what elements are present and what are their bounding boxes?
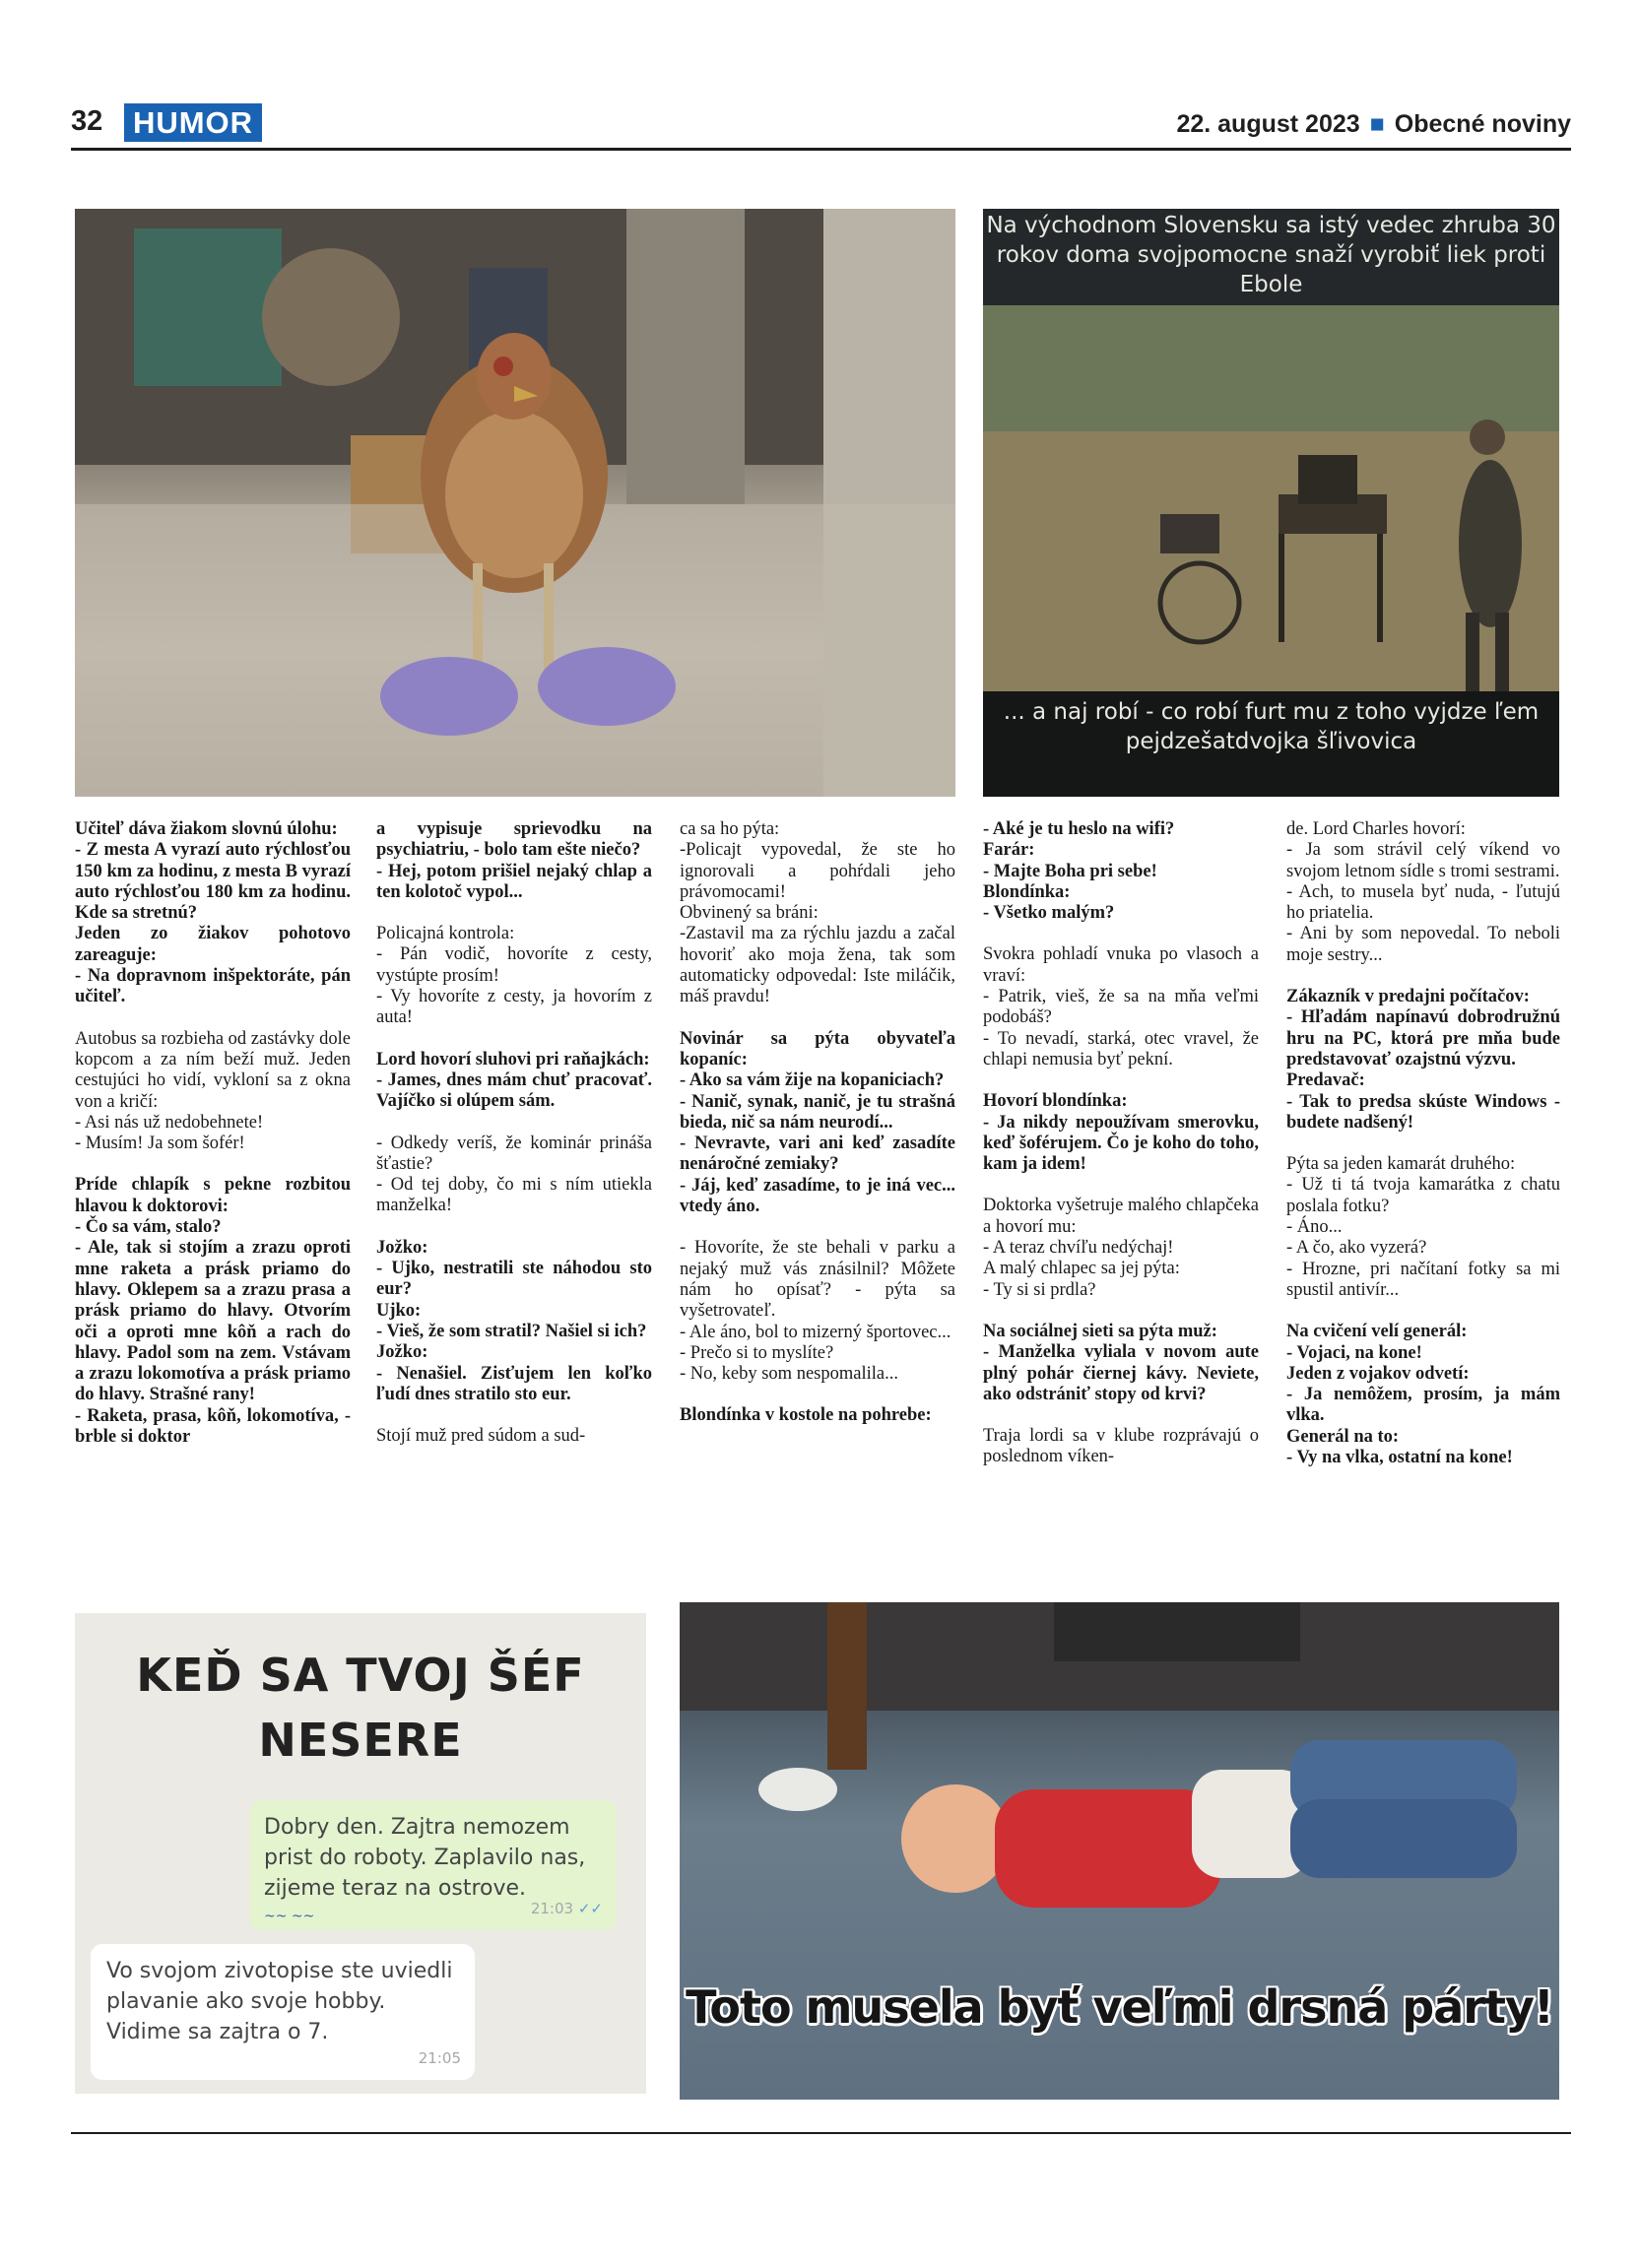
joke-line: - Ako sa vám žije na kopaniciach? [680,1070,945,1091]
joke-line: Farár: [983,840,1035,861]
chat-message-sent-time: 21:03 ✓✓ [530,1900,603,1917]
joke-line: - Ja nikdy nepoužívam smerovku, keď šoférujem. Čo je koho do toho, kam ja idem! [983,1112,1259,1175]
joke-line: - Nenašiel. Zisťujem len koľko ľudí dnes stratilo sto eur. [376,1363,652,1404]
scientist-meme [983,209,1559,797]
joke-line: - Na dopravnom inšpektoráte, pán učiteľ. [75,966,351,1007]
joke-line: - Aké je tu heslo na wifi? [983,819,1175,839]
joke-column-5 [1286,819,1560,1489]
chicken-illustration [75,209,955,797]
joke-line: Pýta sa jeden kamarát druhého: [1286,1154,1516,1175]
chicken-photo [75,209,955,797]
joke-line: Svokra pohladí vnuka po vlasoch a vraví: [983,944,1259,986]
joke-line: - Ja som strávil celý víkend vo svojom letnom sídle s tromi sestrami. [1286,840,1560,881]
joke-line: de. Lord Charles hovorí: [1286,819,1466,839]
joke-line: - Tak to predsa skúste Windows - budete nadšený! [1286,1091,1560,1133]
joke-line: Jožko: [376,1342,428,1363]
joke-line: -Zastavil ma za rýchlu jazdu a začal hovoriť ako moja žena, tak som automaticky odpovedal: Iste miláčik, máš pravdu! [680,924,955,1007]
joke-line: - Vojaci, na kone! [1286,1342,1422,1363]
joke-line: Blondínka: [983,881,1071,902]
bullet-icon: ■ [1369,110,1385,138]
joke-line: - Majte Boha pri sebe! [983,861,1157,881]
joke-line: - Asi nás už nedobehnete! [75,1112,264,1133]
joke-line: - Ani by som nepovedal. To neboli moje sestry... [1286,924,1560,965]
joke-line: - Nevravte, vari ani keď zasadíte nenáročné zemiaky? [680,1134,955,1175]
joke-line: ca sa ho pýta: [680,819,780,839]
page-number: 32 [71,105,103,137]
party-meme [680,1602,1559,2100]
joke-line: Lord hovorí sluhovi pri raňajkách: [376,1049,650,1069]
joke-line: - Vieš, že som stratil? Našiel si ich? [376,1321,647,1341]
joke-line: - Ujko, nestratili ste náhodou sto eur? [376,1259,652,1300]
joke-line: - Vy hovoríte z cesty, ja hovorím z auta! [376,987,652,1028]
joke-line: - Čo sa vám, stalo? [75,1217,222,1238]
joke-line: Jožko: [376,1237,428,1258]
joke-line: - Ach, to musela byť nuda, - ľutujú ho priatelia. [1286,881,1560,924]
joke-line: Doktorka vyšetruje malého chlapčeka a hovorí mu: [983,1196,1259,1237]
joke-column-4 [983,819,1259,1489]
double-check-icon: ✓✓ [577,1900,603,1917]
joke-line: Príde chlapík s pekne rozbitou hlavou k doktorovi: [75,1175,351,1216]
joke-line: Jeden z vojakov odvetí: [1286,1363,1470,1384]
party-meme-caption: Toto musela byť veľmi drsná párty! [686,1980,1553,2034]
scientist-meme-bottom-caption: ... a naj robí - co robí furt mu z toho vyjdze ľem pejdzešatdvojka šľivovica [983,691,1559,797]
joke-line: Autobus sa rozbieha od zastávky dole kopcom a za ním beží muž. Jeden cestujúci ho vidí, vykloní sa z okna von a kričí: [75,1028,351,1112]
joke-line: Predavač: [1286,1070,1365,1091]
joke-line: Stojí muž pred súdom a sud- [376,1426,586,1447]
joke-line: - Prečo si to myslíte? [680,1342,834,1363]
footer-rule [71,2132,1571,2134]
joke-line: Jeden zo žiakov pohotovo zareaguje: [75,924,351,965]
joke-line: - Odkedy veríš, že kominár prináša šťastie? [376,1133,652,1174]
joke-line: Traja lordi sa v klube rozprávajú o poslednom víken- [983,1426,1259,1467]
joke-line: - Hrozne, pri načítaní fotky sa mi spustil antivír... [1286,1259,1560,1300]
joke-line: Generál na to: [1286,1426,1400,1447]
publication-name: Obecné noviny [1394,110,1571,138]
joke-line: - A teraz chvíľu nedýchaj! [983,1238,1174,1259]
chat-message-received-time: 21:05 [418,2049,461,2067]
joke-line: - No, keby som nespomalila... [680,1364,898,1385]
joke-column-2 [376,819,652,1467]
signature-scribble: ~~ ~~ [264,1909,315,1924]
chat-meme [75,1613,646,2094]
joke-line: - Pán vodič, hovoríte z cesty, vystúpte prosím! [376,944,652,986]
joke-line: - Nanič, synak, nanič, je tu strašná bieda, nič sa nám neurodí... [680,1091,955,1133]
joke-line: Obvinený sa bráni: [680,903,819,924]
joke-line: Na sociálnej sieti sa pýta muž: [983,1321,1217,1341]
joke-line: - Manželka vyliala v novom aute plný pohár čiernej kávy. Neviete, ako odstrániť stopy od krvi? [983,1342,1259,1404]
scientist-meme-top-caption: Na východnom Slovensku sa istý vedec zhruba 30 rokov doma svojpomocne snaží vyrobiť liek proti Ebole [983,209,1559,305]
header-dateline [1176,110,1571,139]
chat-message-received-text: Vo svojom zivotopise ste uviedli plavanie ako svoje hobby. Vidime sa zajtra o 7. [106,1959,453,2044]
joke-line: Zákazník v predajni počítačov: [1286,987,1530,1007]
joke-line: - Z mesta A vyrazí auto rýchlosťou 150 km za hodinu, z mesta B vyrazí auto rýchlosťou 180 km za hodinu. Kde sa stretnú? [75,840,351,924]
joke-line: -Policajt vypovedal, že ste ho ignorovali a pohŕdali jeho právomocami! [680,840,955,902]
joke-line: - Vy na vlka, ostatní na kone! [1286,1448,1513,1468]
joke-line: - Ale, tak si stojím a zrazu oproti mne raketa a prásk priamo do hlavy. Oklepem sa a zrazu prasa a prásk priamo do hlavy. Otvorím oči a oproti mne kôň a rach do hlavy. Padol som na zem. Vstávam a zrazu lokomotíva a prásk priamo do hlavy. Strašné rany! [75,1238,351,1405]
joke-line: - Ty si si prdla? [983,1279,1096,1300]
joke-line: Na cvičení velí generál: [1286,1322,1468,1342]
joke-line: - Hej, potom prišiel nejaký chlap a ten kolotoč vypol... [376,861,652,902]
chat-message-sent [250,1800,617,1930]
joke-column-3 [680,819,955,1448]
joke-line: - James, dnes mám chuť pracovať. Vajíčko si olúpem sám. [376,1069,652,1112]
joke-line: - A čo, ako vyzerá? [1286,1238,1427,1259]
joke-line: - Ja nemôžem, prosím, ja mám vlka. [1286,1385,1560,1426]
joke-column-1 [75,819,351,1468]
header-rule [71,148,1571,151]
section-label: HUMOR [124,103,262,142]
joke-line: - Áno... [1286,1217,1343,1238]
joke-line: a vypisuje sprievodku na psychiatriu, - bolo tam ešte niečo? [376,819,652,861]
chat-message-received [91,1944,475,2080]
joke-line: - Raketa, prasa, kôň, lokomotíva, - brble si doktor [75,1405,351,1448]
joke-line: - Od tej doby, čo mi s ním utiekla manželka! [376,1175,652,1216]
joke-line: Novinár sa pýta obyvateľa kopaníc: [680,1028,955,1069]
joke-line: - Patrik, vieš, že sa na mňa veľmi podobáš? [983,987,1259,1028]
joke-line: - Hľadám napínavú dobrodružnú hru na PC, ktorá pre mňa bude predstavovať ozajstnú výzvu. [1286,1007,1560,1069]
joke-line: Hovorí blondínka: [983,1091,1128,1112]
joke-line: - To nevadí, starká, otec vravel, že chlapi nemusia byť pekní. [983,1028,1259,1069]
joke-line: Policajná kontrola: [376,924,515,944]
joke-line: A malý chlapec sa jej pýta: [983,1259,1180,1279]
joke-line: - Musím! Ja som šofér! [75,1134,245,1154]
joke-line: - Už ti tá tvoja kamarátka z chatu poslala fotku? [1286,1175,1560,1216]
joke-line: - Hovoríte, že ste behali v parku a nejaký muž vás znásilnil? Môžete nám ho opísať? - pýta sa vyšetrovateľ. [680,1238,955,1322]
joke-line: - Jáj, keď zasadíme, to je iná vec... vtedy áno. [680,1175,955,1217]
joke-line: - Všetko malým? [983,903,1115,924]
chat-message-sent-text: Dobry den. Zajtra nemozem prist do roboty. Zaplavilo nas, zijeme teraz na ostrove. [264,1815,586,1901]
chat-meme-title: KEĎ SA TVOJ ŠÉF NESERE [136,1649,585,1767]
issue-date: 22. august 2023 [1176,110,1360,138]
joke-line: Blondínka v kostole na pohrebe: [680,1405,932,1426]
joke-line: Ujko: [376,1300,422,1321]
joke-line: - Ale áno, bol to mizerný športovec... [680,1322,951,1342]
joke-line: Učiteľ dáva žiakom slovnú úlohu: [75,819,338,839]
